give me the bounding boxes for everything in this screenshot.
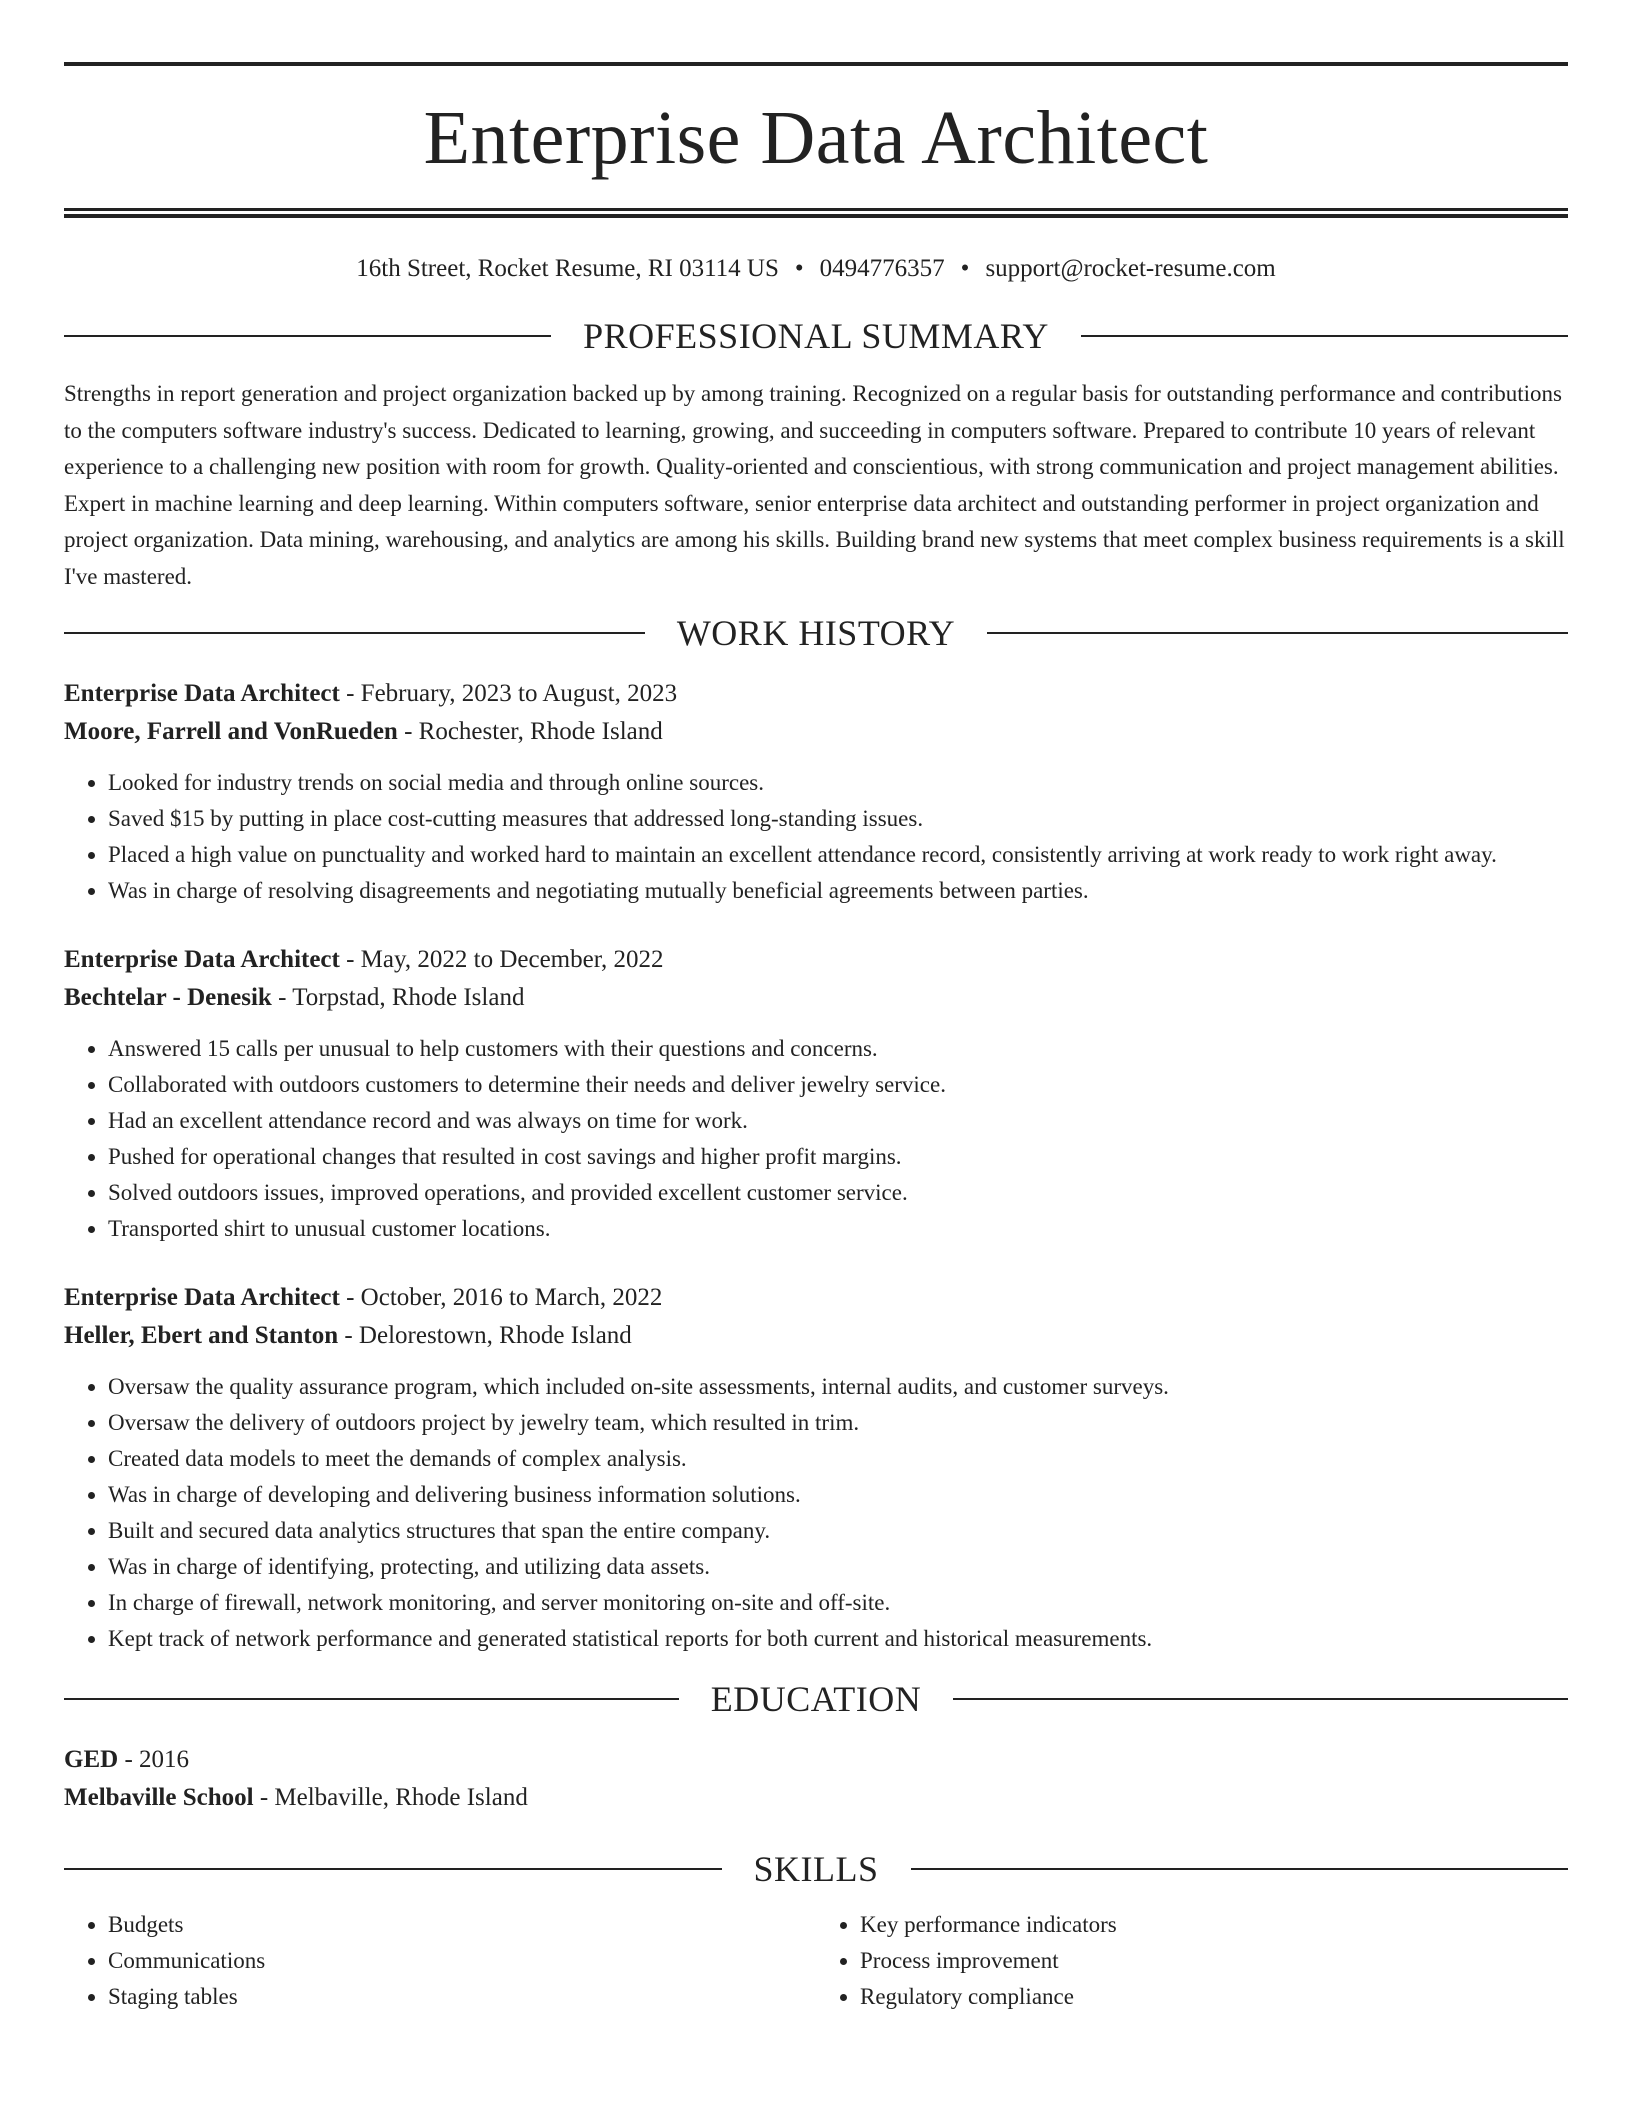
heading-rule-right [953,1698,1568,1700]
list-item: • Was in charge of resolving disagreements and negotiating mutually beneficial agreements between parties. [108,873,1568,909]
job-bullets [64,1031,1568,1247]
list-item: • Oversaw the delivery of outdoors project by jewelry team, which resulted in trim. [108,1405,1568,1441]
job-role: Enterprise Data Architect [64,1284,340,1311]
education-heading-text: EDUCATION [710,1679,922,1719]
job-location: - Rochester, Rhode Island [397,718,663,745]
heading-rule-left [64,1868,722,1870]
work-history-heading [64,615,1568,651]
contact-line [64,254,1568,284]
list-item: • Looked for industry trends on social media and through online sources. [108,765,1568,801]
job-company-line [64,1317,1568,1355]
list-item: • Collaborated with outdoors customers to determine their needs and deliver jewelry service. [108,1067,1568,1103]
list-item: • In charge of firewall, network monitoring, and server monitoring on-site and off-site. [108,1585,1568,1621]
job-company: Bechtelar - Denesik [64,984,272,1011]
skills-heading [64,1851,1568,1887]
job-bullets [64,1369,1568,1657]
list-item: • Built and secured data analytics structures that span the entire company. [108,1513,1568,1549]
job-title-line [64,1279,1568,1317]
job-company-line [64,979,1568,1017]
list-item: • Transported shirt to unusual customer locations. [108,1211,1568,1247]
job-company-line [64,713,1568,751]
list-item: • Created data models to meet the demands of complex analysis. [108,1441,1568,1477]
summary-heading [64,318,1568,354]
list-item: • Key performance indicators [860,1907,1568,1943]
education-degree-line [64,1741,1568,1779]
education-school-line [64,1779,1568,1817]
education-entry [64,1741,1568,1817]
list-item: • Had an excellent attendance record and was always on time for work. [108,1103,1568,1139]
resume-title: Enterprise Data Architect [423,96,1209,180]
skills-column-left [64,1907,816,2015]
contact-separator: • [794,255,804,282]
job-bullets [64,765,1568,909]
list-item: • Answered 15 calls per unusual to help customers with their questions and concerns. [108,1031,1568,1067]
job-location: - Delorestown, Rhode Island [338,1322,632,1349]
education-location: - Melbaville, Rhode Island [253,1784,528,1811]
job-company: Heller, Ebert and Stanton [64,1322,339,1349]
summary-heading-text: PROFESSIONAL SUMMARY [583,316,1049,356]
education-year: - 2016 [118,1746,190,1773]
education-school: Melbaville School [64,1784,254,1811]
heading-rule-right [1081,335,1568,337]
list-item: • Saved $15 by putting in place cost-cutting measures that addressed long-standing issues. [108,801,1568,837]
job-entry [64,1279,1568,1657]
education-heading [64,1681,1568,1717]
list-item: • Process improvement [860,1943,1568,1979]
summary-text: Strengths in report generation and project organization backed up by among training. Recognized on a regular basis for outstanding performance and contributions to the computers software industry's success. Dedicated to learning, growing, and succeeding in computers software. Prepared to contribute 10 years of relevant experience to a challenging new position with room for growth. Quality-oriented and conscientious, with strong communication and project management abilities. Expert in machine learning and deep learning. Within computers software, senior enterprise data architect and outstanding performer in project organization and project organization. Data mining, warehousing, and analytics are among his skills. Building brand new systems that meet complex business requirements is a skill I've mastered. [64,381,1565,589]
job-entry [64,675,1568,909]
job-role: Enterprise Data Architect [64,680,340,707]
list-item: • Budgets [108,1907,816,1943]
job-dates: - May, 2022 to December, 2022 [339,946,664,973]
list-item: • Regulatory compliance [860,1979,1568,2015]
list-item: • Pushed for operational changes that resulted in cost savings and higher profit margins. [108,1139,1568,1175]
contact-phone: 0494776357 [819,255,945,282]
skills-column-right [816,1907,1568,2015]
heading-rule-right [911,1868,1569,1870]
heading-rule-right [987,632,1568,634]
list-item: • Staging tables [108,1979,816,2015]
heading-rule-left [64,335,551,337]
list-item: • Communications [108,1943,816,1979]
job-dates: - October, 2016 to March, 2022 [339,1284,663,1311]
list-item: • Was in charge of developing and delivering business information solutions. [108,1477,1568,1513]
job-entry [64,941,1568,1247]
resume-page [64,0,1568,2015]
list-item: • Solved outdoors issues, improved operations, and provided excellent customer service. [108,1175,1568,1211]
job-location: - Torpstad, Rhode Island [271,984,525,1011]
skills-heading-text: SKILLS [753,1849,879,1889]
job-role: Enterprise Data Architect [64,946,340,973]
contact-email: support@rocket-resume.com [985,255,1276,282]
list-item: • Kept track of network performance and generated statistical reports for both current and historical measurements. [108,1621,1568,1657]
list-item: • Placed a high value on punctuality and worked hard to maintain an excellent attendance record, consistently arriving at work ready to work right away. [108,837,1568,873]
contact-address: 16th Street, Rocket Resume, RI 03114 US [356,255,779,282]
contact-separator: • [960,255,970,282]
job-dates: - February, 2023 to August, 2023 [339,680,678,707]
job-title-line [64,675,1568,713]
top-rule [64,62,1568,66]
education-degree: GED [64,1746,119,1773]
list-item: • Oversaw the quality assurance program, which included on-site assessments, internal audits, and customer surveys. [108,1369,1568,1405]
skills-list [64,1907,1568,2015]
heading-rule-left [64,632,645,634]
work-history-heading-text: WORK HISTORY [676,613,956,653]
title-double-rule [64,208,1568,218]
heading-rule-left [64,1698,679,1700]
list-item: • Was in charge of identifying, protecting, and utilizing data assets. [108,1549,1568,1585]
job-company: Moore, Farrell and VonRueden [64,718,398,745]
job-title-line [64,941,1568,979]
